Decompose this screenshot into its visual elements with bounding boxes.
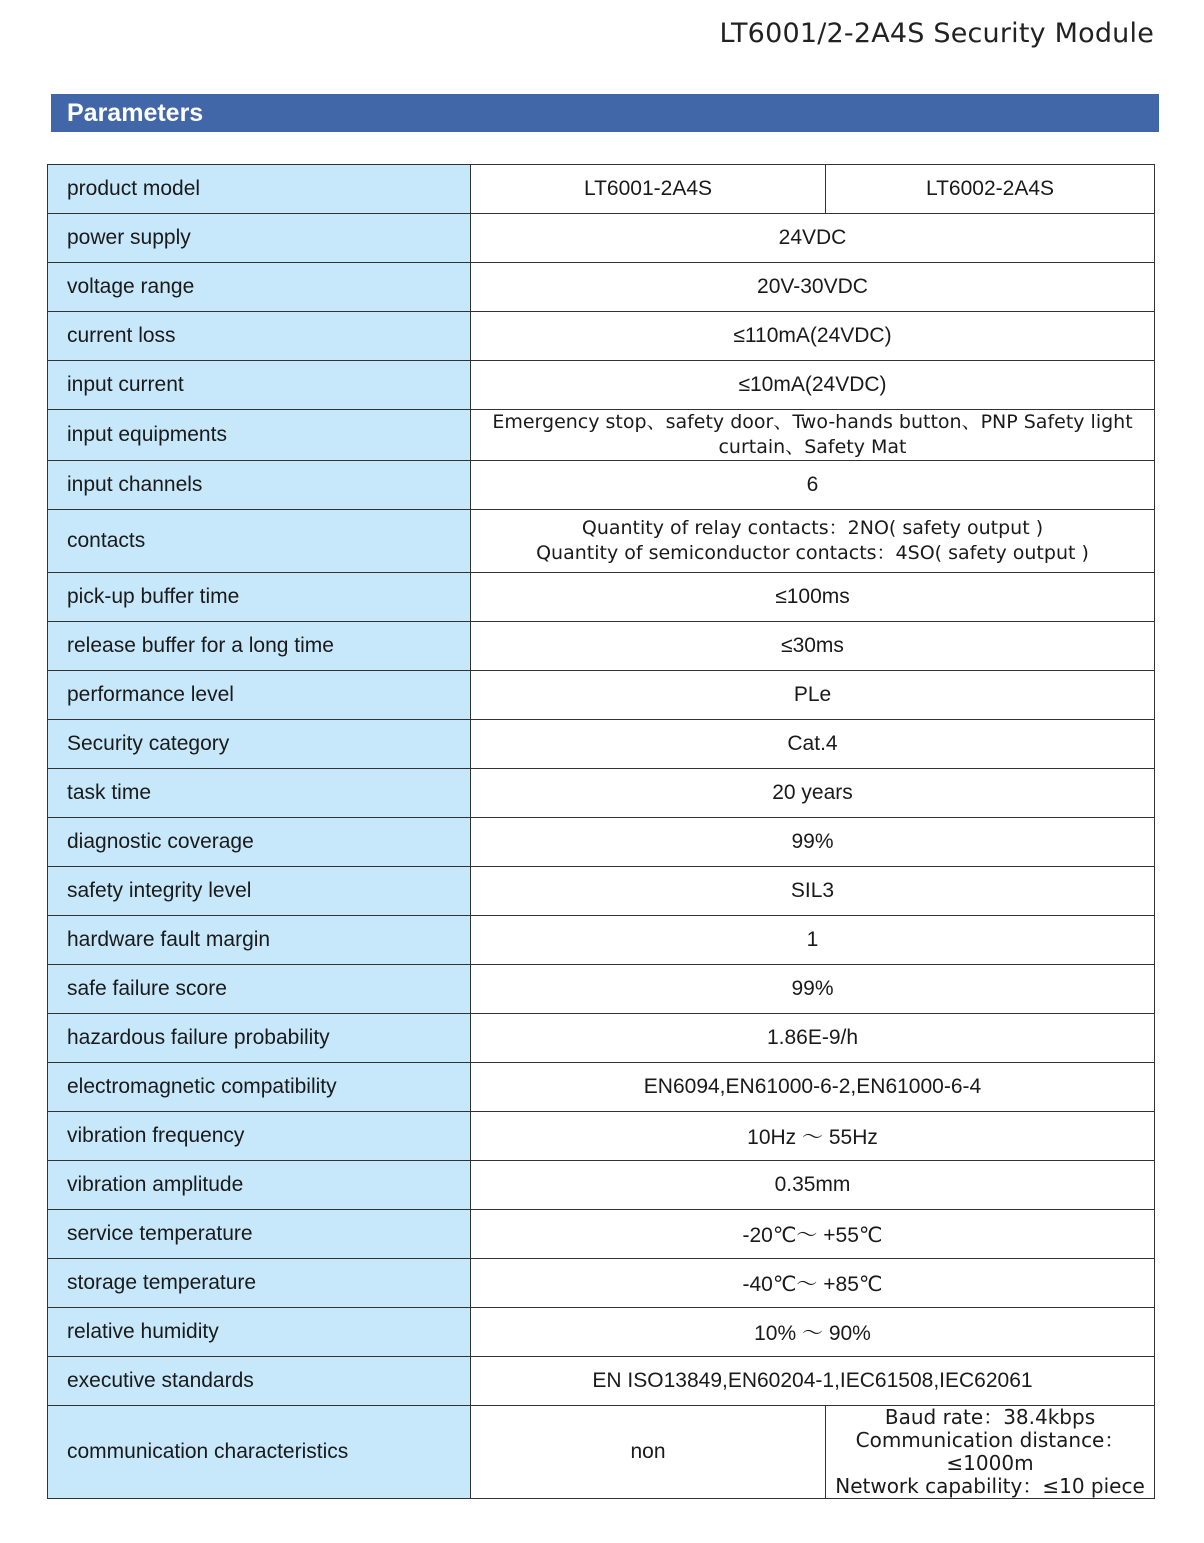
value-line: curtain、Safety Mat: [718, 436, 907, 458]
value-line: Network capability：≤10 piece: [835, 1474, 1145, 1498]
table-row: [48, 1063, 1155, 1112]
table-row: [48, 769, 1155, 818]
value-line: Communication distance：≤1000m: [855, 1428, 1125, 1475]
row-value: ≤10mA(24VDC): [471, 361, 1155, 410]
value-line: Baud rate：38.4kbps: [884, 1405, 1096, 1429]
row-label: current loss: [48, 312, 471, 361]
document-title: LT6001/2-2A4S Security Module: [719, 18, 1154, 49]
table-row: [48, 573, 1155, 622]
table-row: [48, 818, 1155, 867]
table-row: [48, 1406, 1155, 1499]
row-value: [471, 410, 1155, 461]
row-value: ≤100ms: [471, 573, 1155, 622]
table-row: [48, 965, 1155, 1014]
parameters-table: [47, 164, 1155, 1499]
row-label: input channels: [48, 461, 471, 510]
row-label: vibration frequency: [48, 1112, 471, 1161]
value-line: Emergency stop、safety door、Two-hands button、PNP Safety light: [492, 411, 1133, 433]
row-value: 0.35mm: [471, 1161, 1155, 1210]
row-label: vibration amplitude: [48, 1161, 471, 1210]
row-value: 24VDC: [471, 214, 1155, 263]
row-label: pick-up buffer time: [48, 573, 471, 622]
row-label: Security category: [48, 720, 471, 769]
table-row: [48, 1210, 1155, 1259]
row-value: EN ISO13849,EN60204-1,IEC61508,IEC62061: [471, 1357, 1155, 1406]
row-label: performance level: [48, 671, 471, 720]
section-title: Parameters: [67, 99, 204, 127]
row-label: power supply: [48, 214, 471, 263]
row-value: -40℃～ +85℃: [471, 1259, 1155, 1308]
table-row: [48, 263, 1155, 312]
table-row: [48, 1014, 1155, 1063]
row-value: 10% ～ 90%: [471, 1308, 1155, 1357]
table-row: [48, 1161, 1155, 1210]
section-header-bar: [51, 94, 1159, 132]
row-value: 99%: [471, 965, 1155, 1014]
row-label: electromagnetic compatibility: [48, 1063, 471, 1112]
table-row: [48, 410, 1155, 461]
table-row: [48, 312, 1155, 361]
row-label: executive standards: [48, 1357, 471, 1406]
row-value: ≤110mA(24VDC): [471, 312, 1155, 361]
table-row: [48, 1259, 1155, 1308]
model-b-cell: LT6002-2A4S: [826, 165, 1155, 214]
row-label: diagnostic coverage: [48, 818, 471, 867]
row-value: [471, 510, 1155, 573]
table-row: [48, 361, 1155, 410]
table-row: [48, 1308, 1155, 1357]
row-value: 1: [471, 916, 1155, 965]
table-row: [48, 671, 1155, 720]
model-a-cell: LT6001-2A4S: [471, 165, 826, 214]
row-label: release buffer for a long time: [48, 622, 471, 671]
table-row: [48, 916, 1155, 965]
table-row: [48, 510, 1155, 573]
table-row: [48, 720, 1155, 769]
row-label: voltage range: [48, 263, 471, 312]
row-label: safety integrity level: [48, 867, 471, 916]
row-value: Cat.4: [471, 720, 1155, 769]
model-a-cell: non: [471, 1406, 826, 1499]
row-label: input equipments: [48, 410, 471, 461]
row-value: SIL3: [471, 867, 1155, 916]
row-label: hazardous failure probability: [48, 1014, 471, 1063]
model-b-cell: [826, 1406, 1155, 1499]
table-row: [48, 1357, 1155, 1406]
table-row: [48, 214, 1155, 263]
row-value: ≤30ms: [471, 622, 1155, 671]
row-value: 10Hz ～ 55Hz: [471, 1112, 1155, 1161]
row-label: hardware fault margin: [48, 916, 471, 965]
row-value: 20 years: [471, 769, 1155, 818]
row-value: -20℃～ +55℃: [471, 1210, 1155, 1259]
row-value: 1.86E-9/h: [471, 1014, 1155, 1063]
table-row: [48, 165, 1155, 214]
table-row: [48, 1112, 1155, 1161]
row-label: storage temperature: [48, 1259, 471, 1308]
table-row: [48, 867, 1155, 916]
row-label: task time: [48, 769, 471, 818]
row-value: EN6094,EN61000-6-2,EN61000-6-4: [471, 1063, 1155, 1112]
row-value: 20V-30VDC: [471, 263, 1155, 312]
value-line: Quantity of semiconductor contacts：4SO( safety output ): [536, 542, 1089, 564]
row-value: 99%: [471, 818, 1155, 867]
row-label: safe failure score: [48, 965, 471, 1014]
table-row: [48, 461, 1155, 510]
row-label: contacts: [48, 510, 471, 573]
row-label: input current: [48, 361, 471, 410]
row-label: product model: [48, 165, 471, 214]
row-label: service temperature: [48, 1210, 471, 1259]
row-label: communication characteristics: [48, 1406, 471, 1499]
value-line: Quantity of relay contacts：2NO( safety output ): [581, 517, 1044, 539]
row-label: relative humidity: [48, 1308, 471, 1357]
table-row: [48, 622, 1155, 671]
row-value: 6: [471, 461, 1155, 510]
row-value: PLe: [471, 671, 1155, 720]
